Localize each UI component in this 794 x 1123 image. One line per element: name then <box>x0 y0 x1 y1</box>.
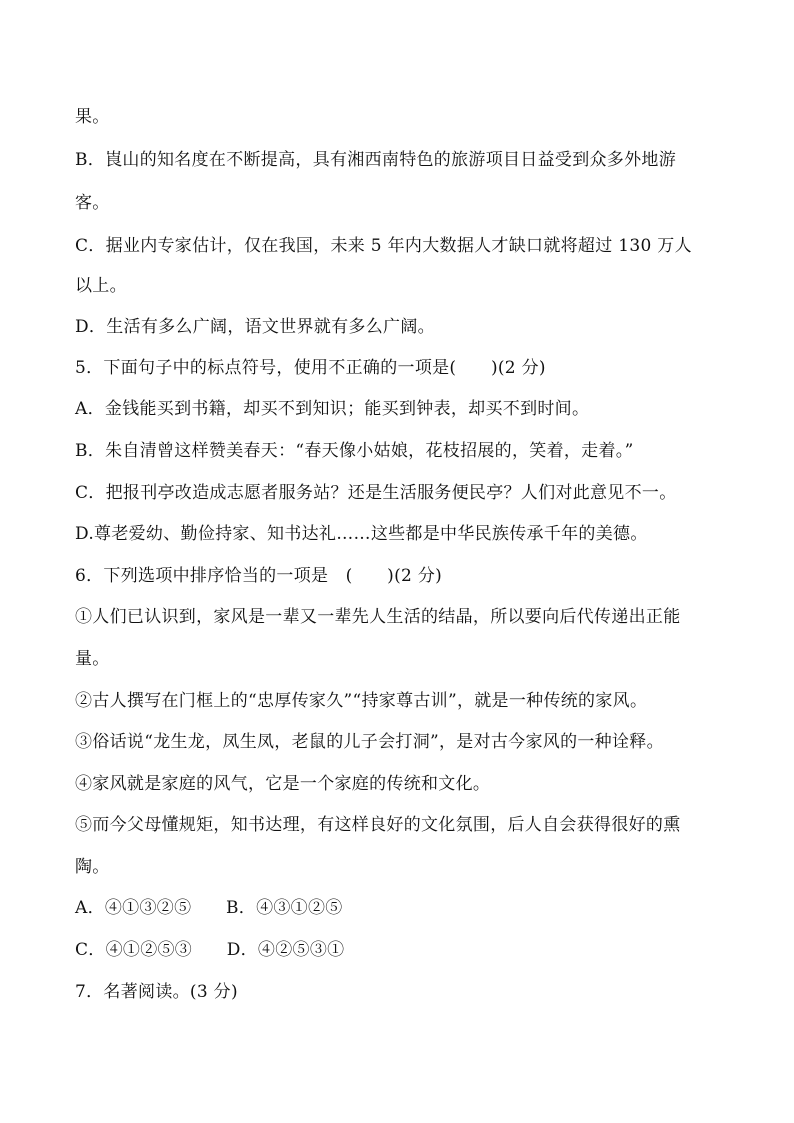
q4-option-b-continuation: 客。 <box>75 193 110 213</box>
q6-sentence-1: ①人们已认识到，家风是一辈又一辈先人生活的结晶，所以要向后代传递出正能 <box>75 607 681 627</box>
question-7-stem: 7．名著阅读。(3 分) <box>75 982 238 1002</box>
q4-option-c-continuation: 以上。 <box>75 276 127 296</box>
q5-option-c: C．把报刊亭改造成志愿者服务站？还是生活服务便民亭？人们对此意见不一。 <box>75 483 677 503</box>
q4-option-c: C．据业内专家估计，仅在我国，未来 5 年内大数据人才缺口就将超过 130 万人 <box>75 236 692 256</box>
q5-option-d: D.尊老爱幼、勤俭持家、知书达礼……这些都是中华民族传承千年的美德。 <box>75 524 648 544</box>
q6-sentence-2: ②古人撰写在门框上的“忠厚传家久”“持家尊古训”，就是一种传统的家风。 <box>75 691 648 711</box>
q6-sentence-5: ⑤而今父母懂规矩，知书达理，有这样良好的文化氛围，后人自会获得很好的熏 <box>75 815 681 835</box>
q6-sentence-5-continuation: 陶。 <box>75 857 110 877</box>
q6-sentence-1-continuation: 量。 <box>75 649 110 669</box>
question-6-stem: 6．下列选项中排序恰当的一项是 ( )(2 分) <box>75 566 443 586</box>
q6-options-cd: C．④①②⑤③ D．④②⑤③① <box>75 940 345 960</box>
q6-options-ab: A．④①③②⑤ B．④③①②⑤ <box>75 898 343 918</box>
q6-sentence-4: ④家风就是家庭的风气，它是一个家庭的传统和文化。 <box>75 774 491 794</box>
q4-option-a-continuation: 果。 <box>75 107 110 127</box>
q6-sentence-3: ③俗话说“龙生龙，凤生凤，老鼠的儿子会打洞”，是对古今家风的一种诠释。 <box>75 732 664 752</box>
q5-option-b: B．朱自清曾这样赞美春天：“春天像小姑娘，花枝招展的，笑着，走着。” <box>75 441 634 461</box>
q5-option-a: A．金钱能买到书籍，却买不到知识；能买到钟表，却买不到时间。 <box>75 399 590 419</box>
q4-option-b: B．崀山的知名度在不断提高，具有湘西南特色的旅游项目日益受到众多外地游 <box>75 150 676 170</box>
question-5-stem: 5．下面句子中的标点符号，使用不正确的一项是( )(2 分) <box>75 358 546 378</box>
q4-option-d: D．生活有多么广阔，语文世界就有多么广阔。 <box>75 317 435 337</box>
